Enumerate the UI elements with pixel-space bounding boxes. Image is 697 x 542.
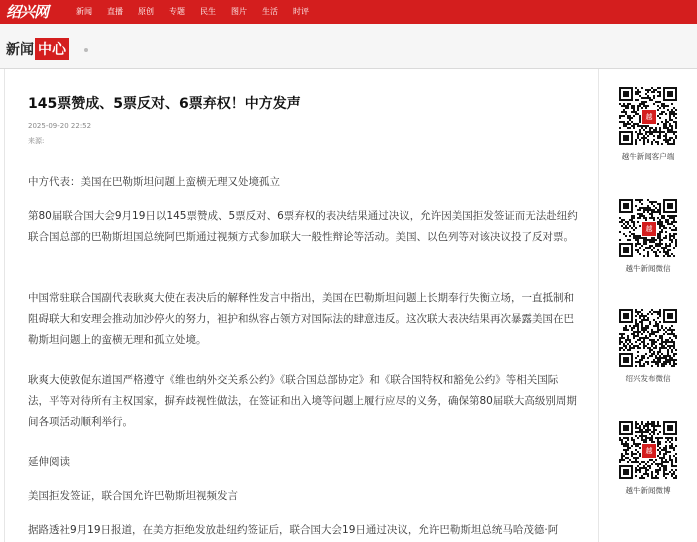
section-title-main: 新闻 (6, 42, 34, 58)
site-logo[interactable]: 绍兴网 (6, 3, 49, 21)
nav-item-news[interactable]: 新闻 (76, 7, 92, 16)
article-subheading: 延伸阅读 (28, 456, 70, 468)
qr-code-icon[interactable] (619, 309, 677, 367)
qr-code-icon[interactable] (619, 87, 677, 145)
qr-caption: 绍兴发布微信 (625, 374, 671, 383)
qr-block (599, 421, 697, 496)
sidebar (599, 69, 697, 542)
qr-caption: 越牛新闻微信 (625, 264, 671, 273)
article-paragraph: 中国常驻联合国副代表耿爽大使在表决后的解释性发言中指出，美国在巴勒斯坦问题上长期奉行失衡立场，一直抵制和阻碍联大和安理会推动加沙停火的努力，袒护和纵容占领方对国际法的肆意违反。这次联大表决结果再次暴露美国在巴勒斯坦问题上的蛮横无理和孤立处境。 (28, 292, 574, 346)
nav-item-livelihood[interactable]: 民生 (200, 7, 216, 16)
nav-item-commentary[interactable]: 时评 (293, 7, 309, 16)
nav-item-photos[interactable]: 图片 (231, 7, 247, 16)
qr-code-icon[interactable] (619, 421, 677, 479)
nav-item-special[interactable]: 专题 (169, 7, 185, 16)
main-nav (76, 0, 324, 24)
top-nav-bar (0, 0, 697, 24)
qr-block (599, 199, 697, 274)
qr-badge: 越 (641, 221, 657, 237)
qr-block (599, 87, 697, 162)
qr-caption: 越牛新闻微博 (625, 486, 671, 495)
left-divider (4, 69, 5, 542)
qr-block (599, 309, 697, 384)
nav-item-original[interactable]: 原创 (138, 7, 154, 16)
article-paragraph: 中方代表：美国在巴勒斯坦问题上蛮横无理又处境孤立 (28, 176, 280, 188)
qr-badge: 越 (641, 109, 657, 125)
section-title-highlight: 中心 (35, 38, 69, 60)
article-date: 2025-09-20 22:52 (28, 122, 92, 130)
nav-item-live[interactable]: 直播 (107, 7, 123, 16)
article-paragraph: 据路透社9月19日报道，在美方拒绝发放赴纽约签证后，联合国大会19日通过决议，允许巴勒斯坦总统马哈茂德·阿 (28, 524, 559, 536)
article-title: 145票赞成、5票反对、6票弃权！中方发声 (28, 96, 301, 112)
section-title (6, 38, 69, 60)
nav-item-life[interactable]: 生活 (262, 7, 278, 16)
article-paragraph: 耿爽大使敦促东道国严格遵守《维也纳外交关系公约》《联合国总部协定》和《联合国特权和豁免公约》等相关国际法，平等对待所有主权国家，摒弃歧视性做法，在签证和出入境等问题上履行应尽的义务，确保第80届联大高级别周期间各项活动顺利举行。 (28, 374, 577, 428)
section-header (0, 24, 697, 69)
article-paragraph: 第80届联合国大会9月19日以145票赞成、5票反对、6票弃权的表决结果通过决议，允许因美国拒发签证而无法赴纽约联合国总部的巴勒斯坦国总统阿巴斯通过视频方式参加联大一般性辩论等活动。美国、以色列等对该决议投了反对票。 (28, 210, 578, 243)
qr-code-icon[interactable] (619, 199, 677, 257)
qr-caption: 越牛新闻客户端 (621, 152, 675, 161)
decorative-dot (84, 48, 88, 52)
article-source: 来源: (28, 137, 45, 145)
qr-badge: 越 (641, 443, 657, 459)
article-paragraph: 美国拒发签证，联合国允许巴勒斯坦视频发言 (28, 490, 238, 502)
